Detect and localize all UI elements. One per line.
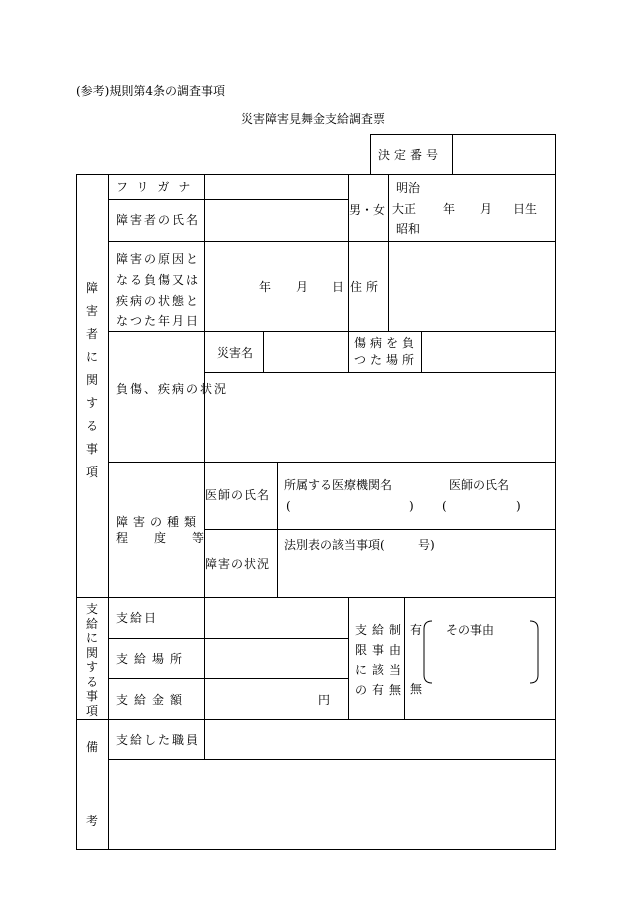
form-title: 災害障害見舞金支給調査票 xyxy=(241,112,386,126)
address-label: 住所 xyxy=(350,280,383,294)
cause-year-unit: 年 xyxy=(259,280,272,294)
remarks-heading-bottom: 考 xyxy=(86,814,99,828)
disability-type-label-line1: 障害の種類 xyxy=(116,515,202,529)
institution-paren-open: ( xyxy=(286,499,291,513)
name-field[interactable] xyxy=(205,200,347,240)
law-table-label: 法別表の該当事項( xyxy=(284,538,385,552)
injury-label-line1: 負傷、疾病の状況 xyxy=(116,382,229,396)
doctor-name-paren-open: ( xyxy=(442,499,447,513)
cause-label-line1: 障害の原因と xyxy=(116,252,201,266)
disabled-section-heading xyxy=(85,277,99,484)
injury-place-label-line2: つた場所 xyxy=(354,353,419,367)
payment-date-field[interactable] xyxy=(205,598,347,637)
institution-field[interactable] xyxy=(292,495,404,515)
heading-char: 事 xyxy=(85,689,98,703)
decision-number-label: 決定番号 xyxy=(378,148,443,162)
sex-selector[interactable]: 男・女 xyxy=(349,203,386,217)
heading-char: 項 xyxy=(85,703,98,718)
heading-char: に xyxy=(85,631,98,645)
heading-char: る xyxy=(85,419,98,433)
remarks-field[interactable] xyxy=(109,760,554,848)
payment-place-field[interactable] xyxy=(205,639,347,677)
dob-day-unit: 日生 xyxy=(513,202,538,216)
heading-char: 害 xyxy=(85,304,98,318)
disability-type-label-line2: 程度等 xyxy=(116,531,231,545)
payment-date-label: 支給日 xyxy=(116,611,159,625)
payment-amount-unit: 円 xyxy=(318,693,331,707)
heading-char: 関 xyxy=(85,645,98,660)
furigana-label: フリガナ xyxy=(116,180,200,194)
injury-status-field[interactable] xyxy=(205,373,554,461)
restriction-yes[interactable]: 有 xyxy=(410,623,423,637)
era-showa: 昭和 xyxy=(396,222,421,236)
cause-label-line2: なる負傷又は xyxy=(116,273,201,287)
heading-char: 項 xyxy=(85,465,98,479)
heading-char: 者 xyxy=(85,327,98,341)
dob-month-unit: 月 xyxy=(480,202,493,216)
payment-amount-label: 支給金額 xyxy=(116,693,189,707)
restriction-no[interactable]: 無 xyxy=(410,682,423,696)
disaster-name-label: 災害名 xyxy=(217,346,254,360)
doctor-name-field[interactable] xyxy=(448,495,512,515)
restriction-label-line4: の有無 xyxy=(355,683,407,697)
cause-label-line4: なつた年月日 xyxy=(116,314,201,328)
staff-label: 支給した職員 xyxy=(116,733,201,747)
injury-place-label-line1: 傷病を負 xyxy=(354,336,419,350)
law-table-unit: 号) xyxy=(418,538,435,552)
payment-place-label: 支給場所 xyxy=(116,652,189,666)
era-meiji: 明治 xyxy=(396,181,421,195)
name-label: 障害者の氏名 xyxy=(116,213,201,227)
dob-year-unit: 年 xyxy=(443,202,456,216)
heading-char: 支 xyxy=(85,602,98,616)
heading-char: 関 xyxy=(85,373,98,387)
heading-char: す xyxy=(85,396,98,410)
heading-char: す xyxy=(85,660,98,674)
cause-day-unit: 日 xyxy=(332,280,345,294)
restriction-reason-field[interactable] xyxy=(430,640,530,678)
institution-paren-close: ) xyxy=(409,499,414,513)
heading-char: 事 xyxy=(85,442,98,456)
cause-label-line3: 疾病の状態と xyxy=(116,294,201,308)
disaster-name-field[interactable] xyxy=(264,332,347,372)
payment-amount-field[interactable] xyxy=(205,679,313,718)
decision-number-field[interactable] xyxy=(453,135,554,173)
remarks-heading-top: 備 xyxy=(86,740,99,754)
era-taisho: 大正 xyxy=(392,202,417,216)
reason-bracket-right xyxy=(530,621,538,683)
disability-status-label: 障害の状況 xyxy=(205,557,271,571)
restriction-reason-label: その事由 xyxy=(446,623,495,637)
doctor-label: 医師の氏名 xyxy=(205,488,271,502)
restriction-label-line3: に該当 xyxy=(355,663,407,677)
restriction-label-line2: 限事由 xyxy=(355,643,407,657)
furigana-field[interactable] xyxy=(205,175,347,198)
payment-section-heading xyxy=(85,602,99,718)
doctor-name-paren-close: ) xyxy=(516,499,521,513)
heading-char: 給 xyxy=(85,616,98,631)
law-table-field[interactable] xyxy=(388,535,416,553)
cause-month-unit: 月 xyxy=(296,280,309,294)
reference-note: (参考)規則第4条の調査事項 xyxy=(76,84,225,98)
heading-char: に xyxy=(85,350,98,364)
staff-field[interactable] xyxy=(205,720,554,758)
injury-place-field[interactable] xyxy=(422,332,554,372)
address-field[interactable] xyxy=(389,242,554,330)
doctor-name-column-label: 医師の氏名 xyxy=(449,478,510,492)
restriction-label-line1: 支給制 xyxy=(355,623,407,637)
institution-label: 所属する医療機関名 xyxy=(284,478,393,492)
heading-char: る xyxy=(85,674,98,689)
heading-char: 障 xyxy=(85,281,98,295)
